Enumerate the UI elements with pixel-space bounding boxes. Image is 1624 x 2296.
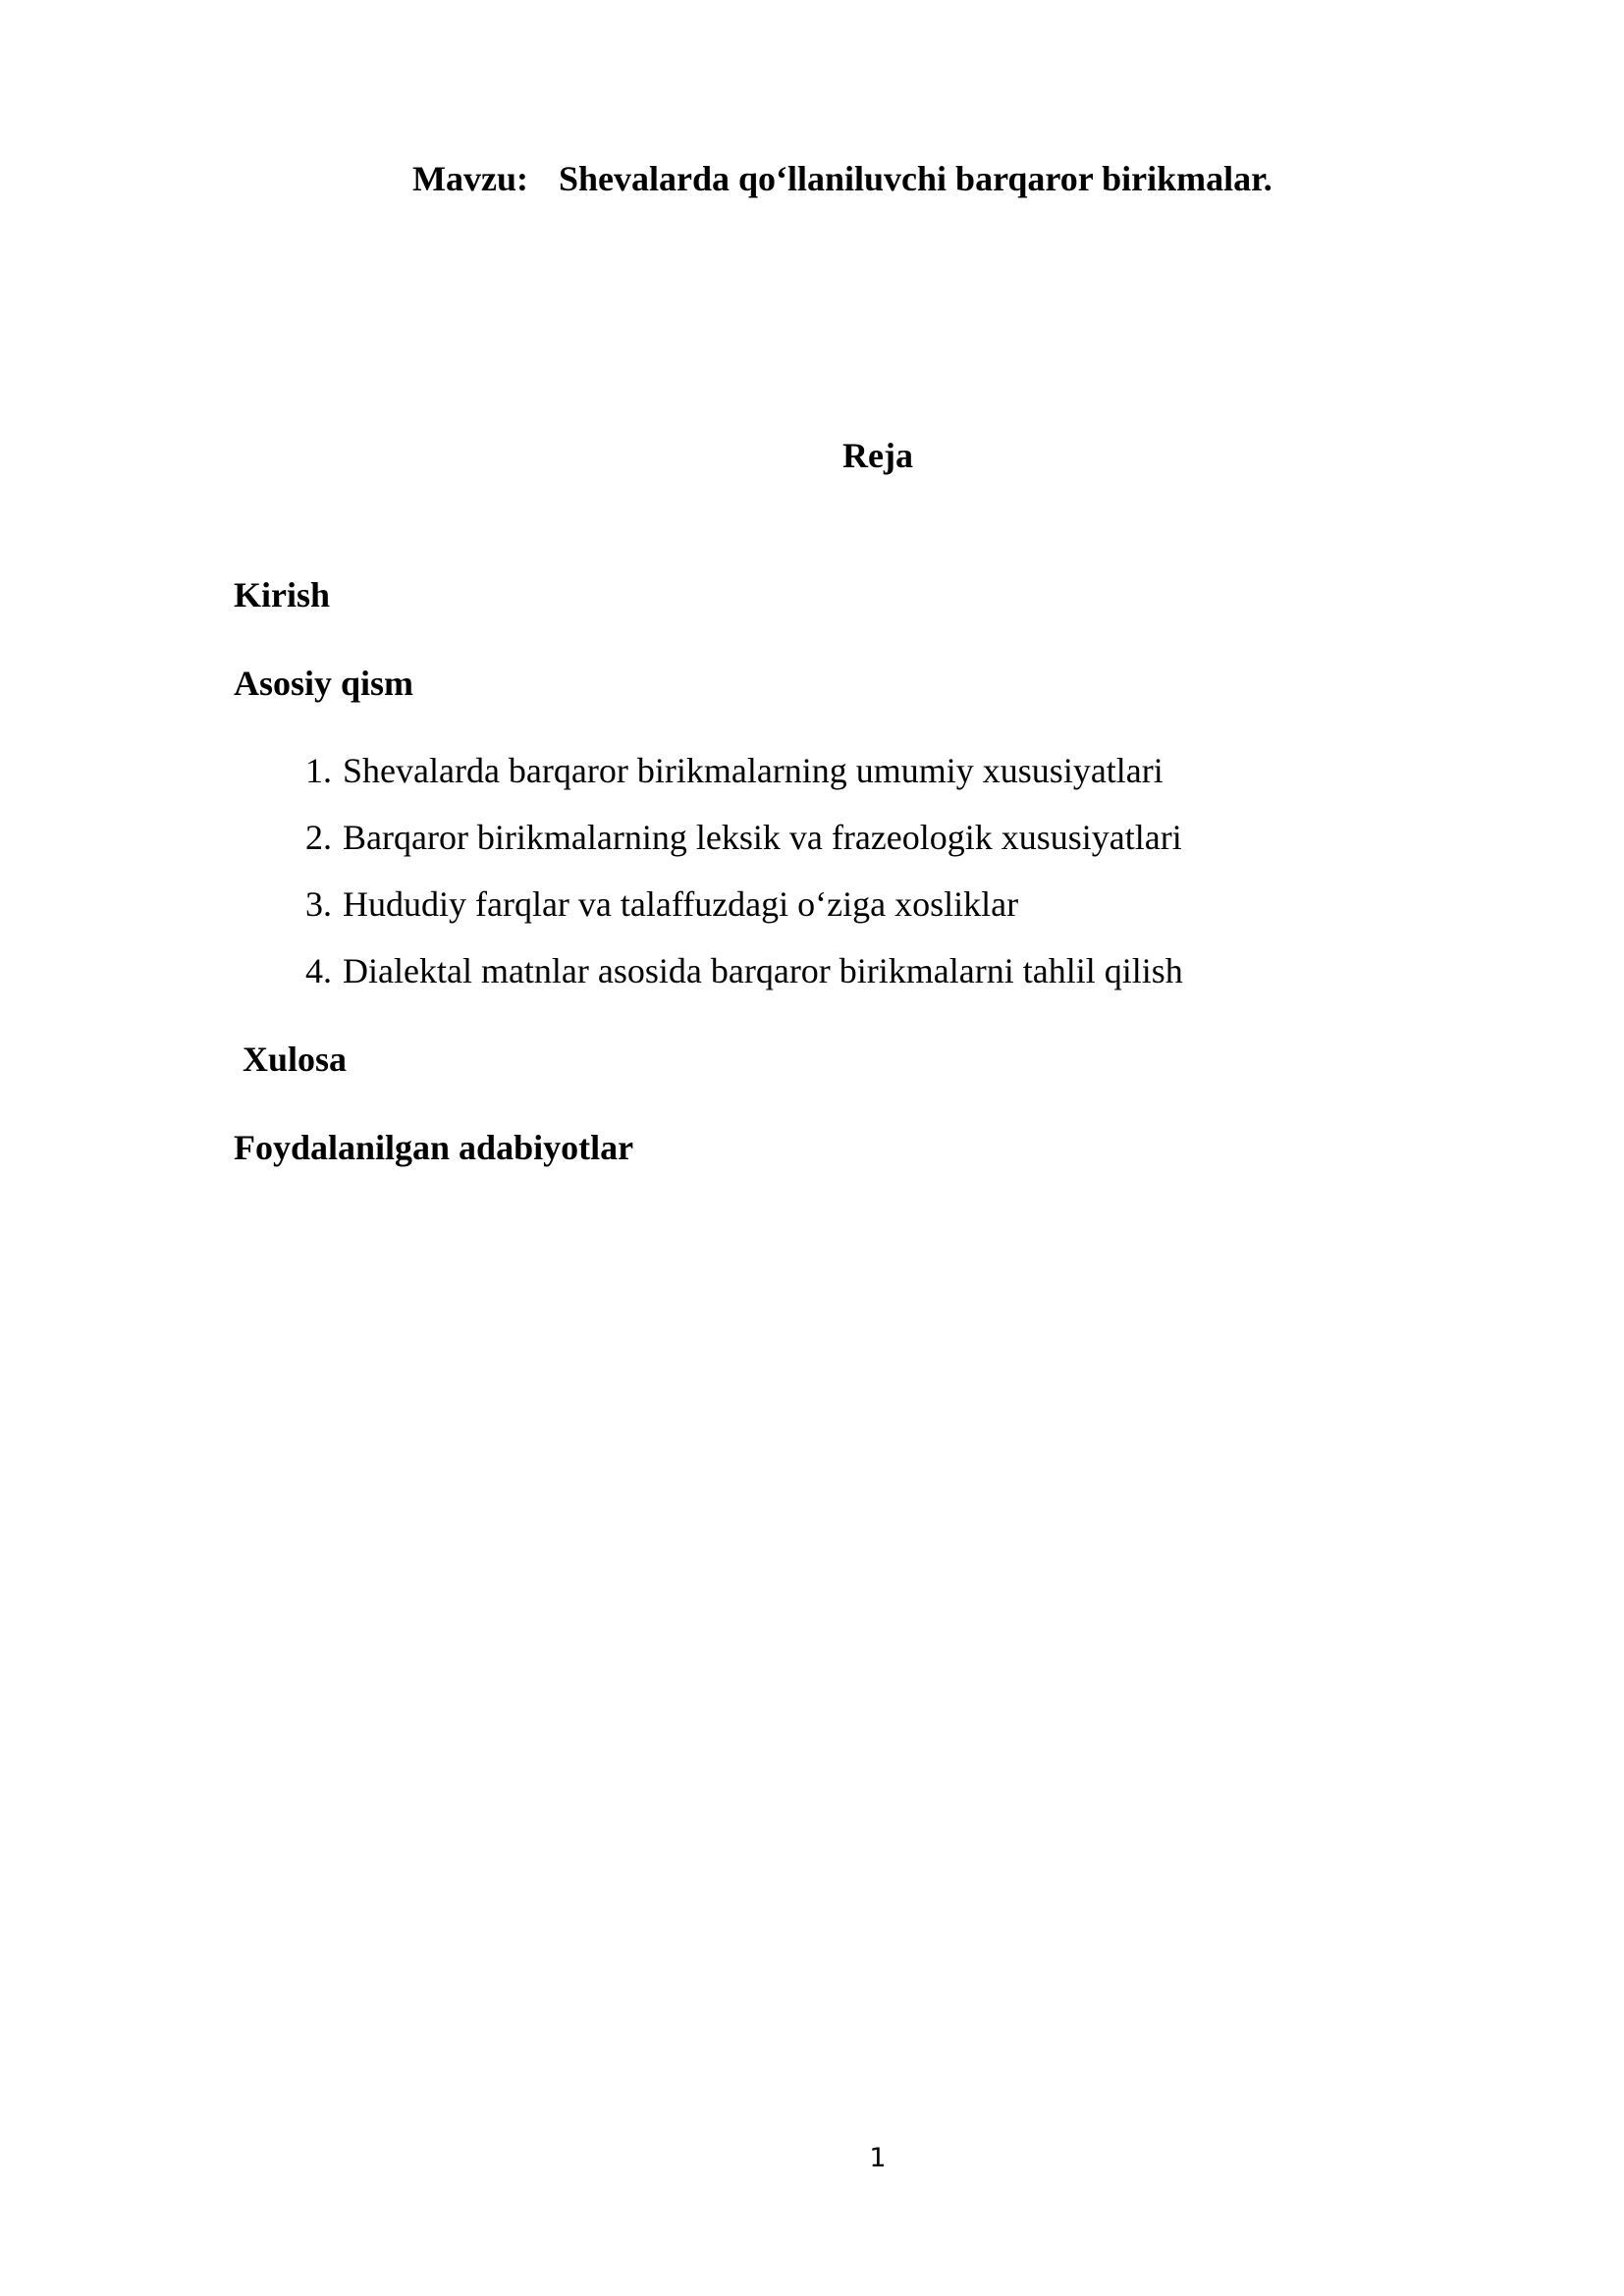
page-number: 1 [869,2143,887,2173]
section-conclusion: Xulosa [243,1040,348,1079]
plan-item-text: Dialektal matnlar asosida barqaror birikmalarni tahlil qilish [343,951,1183,990]
plan-item-number: 1. [305,751,332,790]
plan-item [275,949,1183,1016]
section-introduction: Kirish [234,575,331,614]
plan-list [275,749,1183,1016]
plan-item-text: Hududiy farqlar va talaffuzdagi o‘ziga xosliklar [343,884,1019,924]
document-title [412,157,1272,200]
title-label: Mavzu: [412,159,528,198]
plan-item-text: Barqaror birikmalarning leksik va frazeologik xususiyatlari [343,818,1182,857]
plan-item-number: 2. [305,818,332,857]
section-main-part: Asosiy qism [234,664,414,703]
section-references: Foydalanilgan adabiyotlar [234,1128,634,1167]
plan-item-text: Shevalarda barqaror birikmalarning umumiy xususiyatlari [343,751,1164,790]
plan-item [275,816,1183,882]
plan-item [275,882,1183,949]
plan-item-number: 3. [305,884,332,924]
plan-heading: Reja [842,436,913,475]
title-text: Shevalarda qo‘llaniluvchi barqaror birikmalar. [558,159,1272,198]
plan-item [275,749,1183,816]
plan-item-number: 4. [305,951,332,990]
